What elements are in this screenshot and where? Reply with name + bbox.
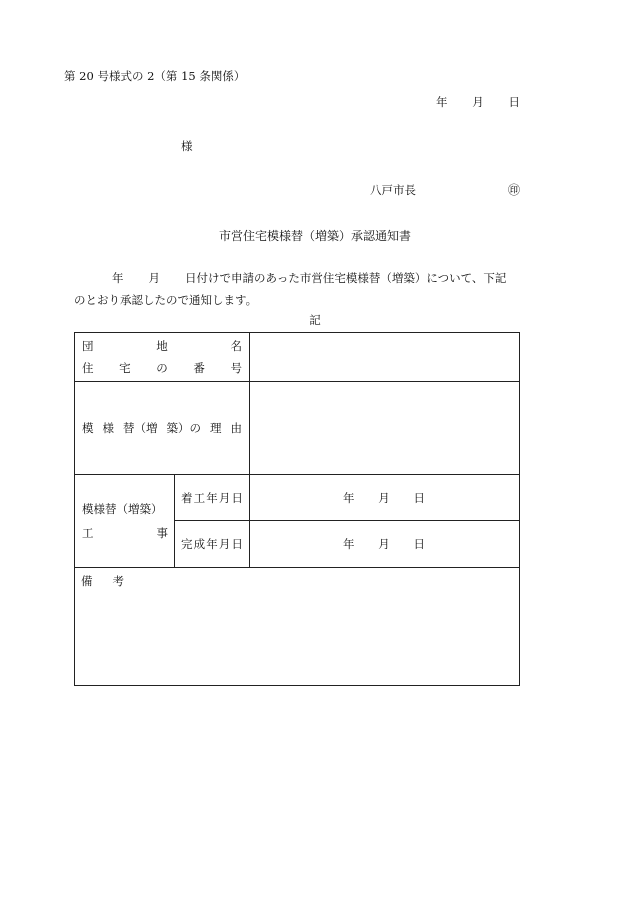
body-line-2: のとおり承認したので通知します。 [74, 293, 258, 307]
danchi-label-cell [75, 333, 250, 382]
label-char: 備 [81, 574, 93, 588]
form-number: 第 20 号様式の 2（第 15 条関係） [64, 69, 246, 83]
label-char: 日 [231, 537, 243, 551]
body-line-1 [112, 270, 506, 286]
label-char: 地 [156, 339, 168, 353]
document-title: 市営住宅模様替（増築）承認通知書 [218, 229, 411, 243]
reason-value-cell[interactable] [250, 382, 520, 475]
label-char: 成 [193, 537, 206, 551]
label-char: 完 [181, 537, 193, 551]
label-char: の [156, 361, 168, 375]
label-char: 名 [230, 339, 242, 353]
addressee-suffix: 様 [181, 139, 193, 153]
start-date-label-cell [175, 475, 250, 521]
label-char: 日 [231, 490, 243, 505]
reason-label-cell [75, 382, 250, 475]
year-unit: 年 [436, 95, 448, 109]
label-char: 団 [82, 339, 94, 353]
completion-date-label-cell [175, 521, 250, 568]
label-char: 年 [206, 490, 218, 505]
ki-label: 記 [309, 313, 321, 327]
month-unit: 月 [378, 490, 390, 505]
table-row-danchi [75, 333, 520, 382]
danchi-value-cell[interactable] [250, 333, 520, 382]
label-char: 様 [102, 421, 114, 435]
label-char: 理 [210, 421, 222, 435]
day-unit: 日 [508, 95, 520, 109]
label-char: 工 [193, 490, 206, 505]
construction-label-cell [75, 475, 175, 568]
year-unit: 年 [343, 490, 355, 505]
sender-name: 八戸市長 [370, 183, 416, 197]
label-char: 着 [181, 490, 193, 505]
table-row-remarks [75, 568, 520, 686]
label-char: 住 [82, 361, 94, 375]
label-char: 月 [218, 537, 231, 551]
label-char: 月 [218, 490, 231, 505]
start-date-value-cell[interactable] [250, 475, 520, 521]
issue-date-line [436, 94, 520, 110]
label-char: 模 [82, 421, 94, 435]
application-table [74, 332, 520, 686]
day-unit: 日 [413, 490, 425, 505]
seal-mark: ㊞ [508, 183, 521, 197]
body-month-unit: 月 [148, 271, 160, 285]
table-row-start-date [75, 475, 520, 521]
remarks-cell[interactable] [75, 568, 520, 686]
month-unit: 月 [472, 95, 484, 109]
body-year-unit: 年 [112, 271, 124, 285]
remarks-label [75, 568, 519, 594]
table-row-reason [75, 382, 520, 475]
label-char: 年 [206, 537, 218, 551]
body-text-main: 日付けで申請のあった市営住宅模様替（増築）について、下記 [185, 271, 507, 285]
label-char: 宅 [119, 361, 131, 375]
label-char: 考 [112, 574, 124, 588]
year-unit: 年 [343, 537, 355, 551]
construction-label-line1: 模様替（増築） [82, 502, 163, 516]
label-char: 築）の [166, 421, 201, 435]
label-char: 事 [156, 526, 168, 540]
completion-date-value-cell[interactable] [250, 521, 520, 568]
label-char: 由 [230, 421, 242, 435]
label-char: 号 [230, 361, 242, 375]
day-unit: 日 [413, 537, 425, 551]
label-char: 工 [82, 526, 94, 540]
month-unit: 月 [378, 537, 390, 551]
label-char: 番 [193, 361, 205, 375]
label-char: 替（増 [123, 421, 158, 435]
